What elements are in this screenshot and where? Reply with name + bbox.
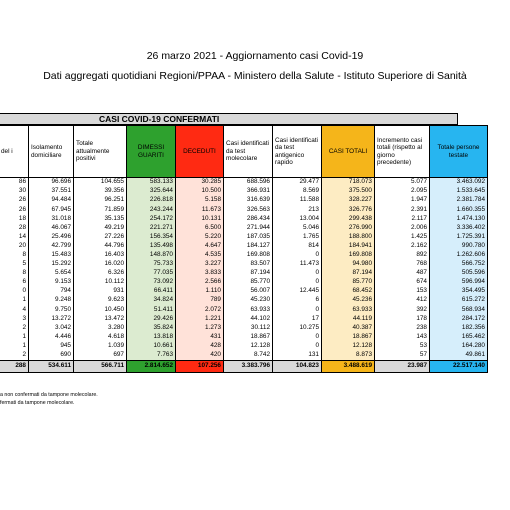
table-cell: 420: [176, 351, 224, 361]
table-cell: 0: [273, 342, 322, 351]
table-cell: 299.438: [322, 214, 375, 223]
footnote-2: fermati da tampone molecolare.: [0, 400, 75, 406]
table-cell: 44.102: [224, 314, 273, 323]
table-cell: 5: [0, 260, 29, 269]
table-cell: 431: [176, 333, 224, 342]
table-cell: 4.647: [176, 242, 224, 251]
table-cell: 6: [0, 278, 29, 287]
table-row: [0, 205, 488, 214]
table-cell: 412: [375, 296, 430, 305]
table-cell: 990.780: [430, 242, 488, 251]
table-cell: 1: [0, 296, 29, 305]
table-cell: 87.194: [322, 269, 375, 278]
table-cell: 7.763: [127, 351, 176, 361]
table-cell: 30: [0, 187, 29, 196]
col-header-isolamento: Isolamento domiciliare: [29, 126, 74, 178]
table-cell: 814: [273, 242, 322, 251]
table-row: [0, 351, 488, 361]
total-cell: 104.823: [273, 360, 322, 372]
total-cell: 2.814.652: [127, 360, 176, 372]
table-cell: 1.533.645: [430, 187, 488, 196]
table-row: [0, 242, 488, 251]
table-cell: 39.356: [74, 187, 127, 196]
table-cell: 35.824: [127, 324, 176, 333]
table-row: [0, 296, 488, 305]
table-cell: 8.569: [273, 187, 322, 196]
table-cell: 892: [375, 251, 430, 260]
table-cell: 13.472: [74, 314, 127, 323]
table-cell: 6: [273, 296, 322, 305]
table-cell: 566.752: [430, 260, 488, 269]
table-cell: 6.500: [176, 223, 224, 232]
table-cell: 40.387: [322, 324, 375, 333]
table-cell: 9.750: [29, 305, 74, 314]
table-row: [0, 214, 488, 223]
table-cell: 10.500: [176, 187, 224, 196]
col-header-attualmente-positivi: Totale attualmente positivi: [74, 126, 127, 178]
table-cell: 674: [375, 278, 430, 287]
table-cell: 1.110: [176, 287, 224, 296]
table-cell: 18.867: [322, 333, 375, 342]
table-cell: 0: [273, 278, 322, 287]
table-cell: 12.445: [273, 287, 322, 296]
table-row: [0, 269, 488, 278]
table-cell: 85.770: [224, 278, 273, 287]
table-cell: 3: [0, 314, 29, 323]
table-cell: 9.153: [29, 278, 74, 287]
table-cell: 10.450: [74, 305, 127, 314]
table-cell: 34.824: [127, 296, 176, 305]
table-cell: 9.623: [74, 296, 127, 305]
table-cell: 4.618: [74, 333, 127, 342]
section-banner: [0, 113, 458, 125]
table-cell: 0: [273, 305, 322, 314]
table-cell: 27.226: [74, 233, 127, 242]
table-cell: 0: [273, 269, 322, 278]
col-header-guariti: DIMESSI GUARITI: [127, 126, 176, 178]
table-row: [0, 196, 488, 205]
table-cell: 104.655: [74, 178, 127, 188]
table-cell: 30.112: [224, 324, 273, 333]
table-cell: 271.944: [224, 223, 273, 232]
table-cell: 1: [0, 333, 29, 342]
table-cell: 26: [0, 205, 29, 214]
table-cell: 96.251: [74, 196, 127, 205]
table-cell: 3.336.402: [430, 223, 488, 232]
table-cell: 63.933: [224, 305, 273, 314]
table-cell: 789: [176, 296, 224, 305]
table-cell: 392: [375, 305, 430, 314]
table-cell: 354.495: [430, 287, 488, 296]
table-cell: 1.039: [74, 342, 127, 351]
table-cell: 44.796: [74, 242, 127, 251]
table-cell: 5.158: [176, 196, 224, 205]
table-cell: 83.507: [224, 260, 273, 269]
table-cell: 96.696: [29, 178, 74, 188]
total-cell: 566.711: [74, 360, 127, 372]
table-cell: 2.095: [375, 187, 430, 196]
table-cell: 56.007: [224, 287, 273, 296]
table-cell: 8.873: [322, 351, 375, 361]
table-cell: 12.128: [322, 342, 375, 351]
table-row: [0, 305, 488, 314]
table-cell: 1: [0, 342, 29, 351]
table-cell: 8: [0, 269, 29, 278]
table-cell: 6.326: [74, 269, 127, 278]
table-cell: 366.931: [224, 187, 273, 196]
table-cell: 2.117: [375, 214, 430, 223]
table-cell: 226.818: [127, 196, 176, 205]
table-cell: 75.733: [127, 260, 176, 269]
col-header-incremento: Incremento casi totali (rispetto al giorno precedente): [375, 126, 430, 178]
table-cell: 238: [375, 324, 430, 333]
table-cell: 2.162: [375, 242, 430, 251]
table-cell: 10.112: [74, 278, 127, 287]
table-cell: 0: [273, 251, 322, 260]
total-cell: 3.488.619: [322, 360, 375, 372]
table-cell: 2.381.784: [430, 196, 488, 205]
table-cell: 94.980: [322, 260, 375, 269]
table-row: [0, 287, 488, 296]
table-row: [0, 342, 488, 351]
table-cell: 11.588: [273, 196, 322, 205]
table-cell: 17: [273, 314, 322, 323]
table-cell: 37.551: [29, 187, 74, 196]
table-cell: 221.271: [127, 223, 176, 232]
table-cell: 428: [176, 342, 224, 351]
table-cell: 375.500: [322, 187, 375, 196]
table-cell: 2: [0, 324, 29, 333]
table-cell: 688.596: [224, 178, 273, 188]
table-cell: 77.035: [127, 269, 176, 278]
table-cell: 29.477: [273, 178, 322, 188]
table-row: [0, 333, 488, 342]
total-cell: 534.611: [29, 360, 74, 372]
table-cell: 16.020: [74, 260, 127, 269]
table-cell: 15.292: [29, 260, 74, 269]
col-header-persone-testate: Totale persone testate: [430, 126, 488, 178]
table-cell: 10.275: [273, 324, 322, 333]
table-cell: 135.498: [127, 242, 176, 251]
table-cell: 2.072: [176, 305, 224, 314]
table-cell: 487: [375, 269, 430, 278]
table-cell: 11.473: [273, 260, 322, 269]
table-cell: 583.133: [127, 178, 176, 188]
total-cell: 288: [0, 360, 29, 372]
table-cell: 71.859: [74, 205, 127, 214]
table-cell: 286.434: [224, 214, 273, 223]
table-cell: 325.644: [127, 187, 176, 196]
table-cell: 284.172: [430, 314, 488, 323]
table-cell: 5.220: [176, 233, 224, 242]
table-cell: 44.119: [322, 314, 375, 323]
table-cell: 184.941: [322, 242, 375, 251]
table-cell: 85.770: [322, 278, 375, 287]
total-row: [0, 360, 488, 372]
table-cell: 30.285: [176, 178, 224, 188]
report-title: 26 marzo 2021 - Aggiornamento casi Covid-19: [146, 50, 364, 62]
table-row: [0, 324, 488, 333]
table-cell: 3.227: [176, 260, 224, 269]
table-cell: 0: [0, 287, 29, 296]
table-cell: 254.172: [127, 214, 176, 223]
col-header-test-antigenico: Casi identificati da test antigenico rapido: [273, 126, 322, 178]
section-label: CASI COVID-19 CONFERMATI: [99, 114, 220, 124]
table-cell: 3.280: [74, 324, 127, 333]
table-cell: 25.496: [29, 233, 74, 242]
col-header-test-molecolare: Casi identificati da test molecolare: [224, 126, 273, 178]
table-cell: 596.994: [430, 278, 488, 287]
table-cell: 697: [74, 351, 127, 361]
table-cell: 1.221: [176, 314, 224, 323]
table-cell: 86: [0, 178, 29, 188]
table-header-row: [0, 126, 488, 178]
table-cell: 63.933: [322, 305, 375, 314]
table-cell: 0: [273, 333, 322, 342]
table-cell: 169.808: [322, 251, 375, 260]
table-cell: 45.236: [322, 296, 375, 305]
table-cell: 15.483: [29, 251, 74, 260]
table-cell: 213: [273, 205, 322, 214]
table-cell: 768: [375, 260, 430, 269]
table-cell: 14: [0, 233, 29, 242]
col-header-deceduti: DECEDUTI: [176, 126, 224, 178]
table-cell: 153: [375, 287, 430, 296]
table-cell: 49.219: [74, 223, 127, 232]
table-cell: 2.566: [176, 278, 224, 287]
table-cell: 188.800: [322, 233, 375, 242]
table-cell: 8.742: [224, 351, 273, 361]
table-cell: 1.474.130: [430, 214, 488, 223]
table-cell: 45.230: [224, 296, 273, 305]
table-cell: 165.462: [430, 333, 488, 342]
table-cell: 1.947: [375, 196, 430, 205]
table-cell: 26: [0, 196, 29, 205]
table-cell: 568.934: [430, 305, 488, 314]
table-cell: 94.484: [29, 196, 74, 205]
table-cell: 187.035: [224, 233, 273, 242]
table-cell: 67.945: [29, 205, 74, 214]
table-cell: 51.411: [127, 305, 176, 314]
table-cell: 9.248: [29, 296, 74, 305]
table-cell: 945: [29, 342, 74, 351]
table-cell: 2.006: [375, 223, 430, 232]
table-cell: 182.356: [430, 324, 488, 333]
table-cell: 326.563: [224, 205, 273, 214]
table-cell: 690: [29, 351, 74, 361]
report-subtitle: Dati aggregati quotidiani Regioni/PPAA - Ministero della Salute - Istituto Superiore di Sanità: [43, 70, 467, 82]
table-cell: 276.990: [322, 223, 375, 232]
table-cell: 28: [0, 223, 29, 232]
table-cell: 66.411: [127, 287, 176, 296]
table-cell: 4.446: [29, 333, 74, 342]
table-row: [0, 314, 488, 323]
table-cell: 68.452: [322, 287, 375, 296]
table-cell: 53: [375, 342, 430, 351]
table-cell: 1.765: [273, 233, 322, 242]
table-cell: 4: [0, 305, 29, 314]
table-cell: 156.354: [127, 233, 176, 242]
table-cell: 46.067: [29, 223, 74, 232]
table-cell: 10.131: [176, 214, 224, 223]
table-row: [0, 178, 488, 188]
table-cell: 12.128: [224, 342, 273, 351]
table-cell: 931: [74, 287, 127, 296]
table-cell: 243.244: [127, 205, 176, 214]
table-cell: 184.127: [224, 242, 273, 251]
table-cell: 5.654: [29, 269, 74, 278]
table-cell: 2.391: [375, 205, 430, 214]
table-cell: 1.273: [176, 324, 224, 333]
table-row: [0, 251, 488, 260]
total-cell: 23.987: [375, 360, 430, 372]
table-cell: 164.280: [430, 342, 488, 351]
col-header-casi-totali: CASI TOTALI: [322, 126, 375, 178]
table-cell: 73.092: [127, 278, 176, 287]
table-cell: 148.870: [127, 251, 176, 260]
table-cell: 1.660.355: [430, 205, 488, 214]
table-cell: 49.861: [430, 351, 488, 361]
table-cell: 18.867: [224, 333, 273, 342]
table-cell: 1.425: [375, 233, 430, 242]
table-cell: 143: [375, 333, 430, 342]
table-cell: 5.077: [375, 178, 430, 188]
table-cell: 3.463.092: [430, 178, 488, 188]
table-cell: 1.725.391: [430, 233, 488, 242]
table-cell: 20: [0, 242, 29, 251]
footnote-1: a non confermati da tampone molecolare.: [0, 392, 98, 398]
col-header-partial: del i: [0, 126, 29, 178]
table-cell: 3.042: [29, 324, 74, 333]
table-row: [0, 223, 488, 232]
table-row: [0, 187, 488, 196]
table-row: [0, 278, 488, 287]
table-cell: 169.808: [224, 251, 273, 260]
table-cell: 5.046: [273, 223, 322, 232]
total-cell: 22.517.140: [430, 360, 488, 372]
table-cell: 2: [0, 351, 29, 361]
table-cell: 718.073: [322, 178, 375, 188]
table-cell: 42.799: [29, 242, 74, 251]
table-cell: 13.004: [273, 214, 322, 223]
table-row: [0, 260, 488, 269]
table-cell: 4.535: [176, 251, 224, 260]
table-cell: 316.639: [224, 196, 273, 205]
table-cell: 794: [29, 287, 74, 296]
total-cell: 107.256: [176, 360, 224, 372]
table-cell: 16.403: [74, 251, 127, 260]
table-cell: 87.194: [224, 269, 273, 278]
table-cell: 8: [0, 251, 29, 260]
table-cell: 1.262.606: [430, 251, 488, 260]
table-row: [0, 233, 488, 242]
total-cell: 3.383.796: [224, 360, 273, 372]
table-cell: 13.272: [29, 314, 74, 323]
table-cell: 505.596: [430, 269, 488, 278]
table-cell: 326.776: [322, 205, 375, 214]
table-cell: 3.833: [176, 269, 224, 278]
table-cell: 10.661: [127, 342, 176, 351]
table-cell: 615.272: [430, 296, 488, 305]
table-cell: 29.426: [127, 314, 176, 323]
table-cell: 328.227: [322, 196, 375, 205]
table-cell: 18: [0, 214, 29, 223]
table-cell: 13.818: [127, 333, 176, 342]
table-cell: 57: [375, 351, 430, 361]
table-cell: 35.135: [74, 214, 127, 223]
table-cell: 31.018: [29, 214, 74, 223]
table-cell: 178: [375, 314, 430, 323]
covid-cases-table: [0, 125, 488, 373]
table-cell: 11.673: [176, 205, 224, 214]
table-cell: 131: [273, 351, 322, 361]
